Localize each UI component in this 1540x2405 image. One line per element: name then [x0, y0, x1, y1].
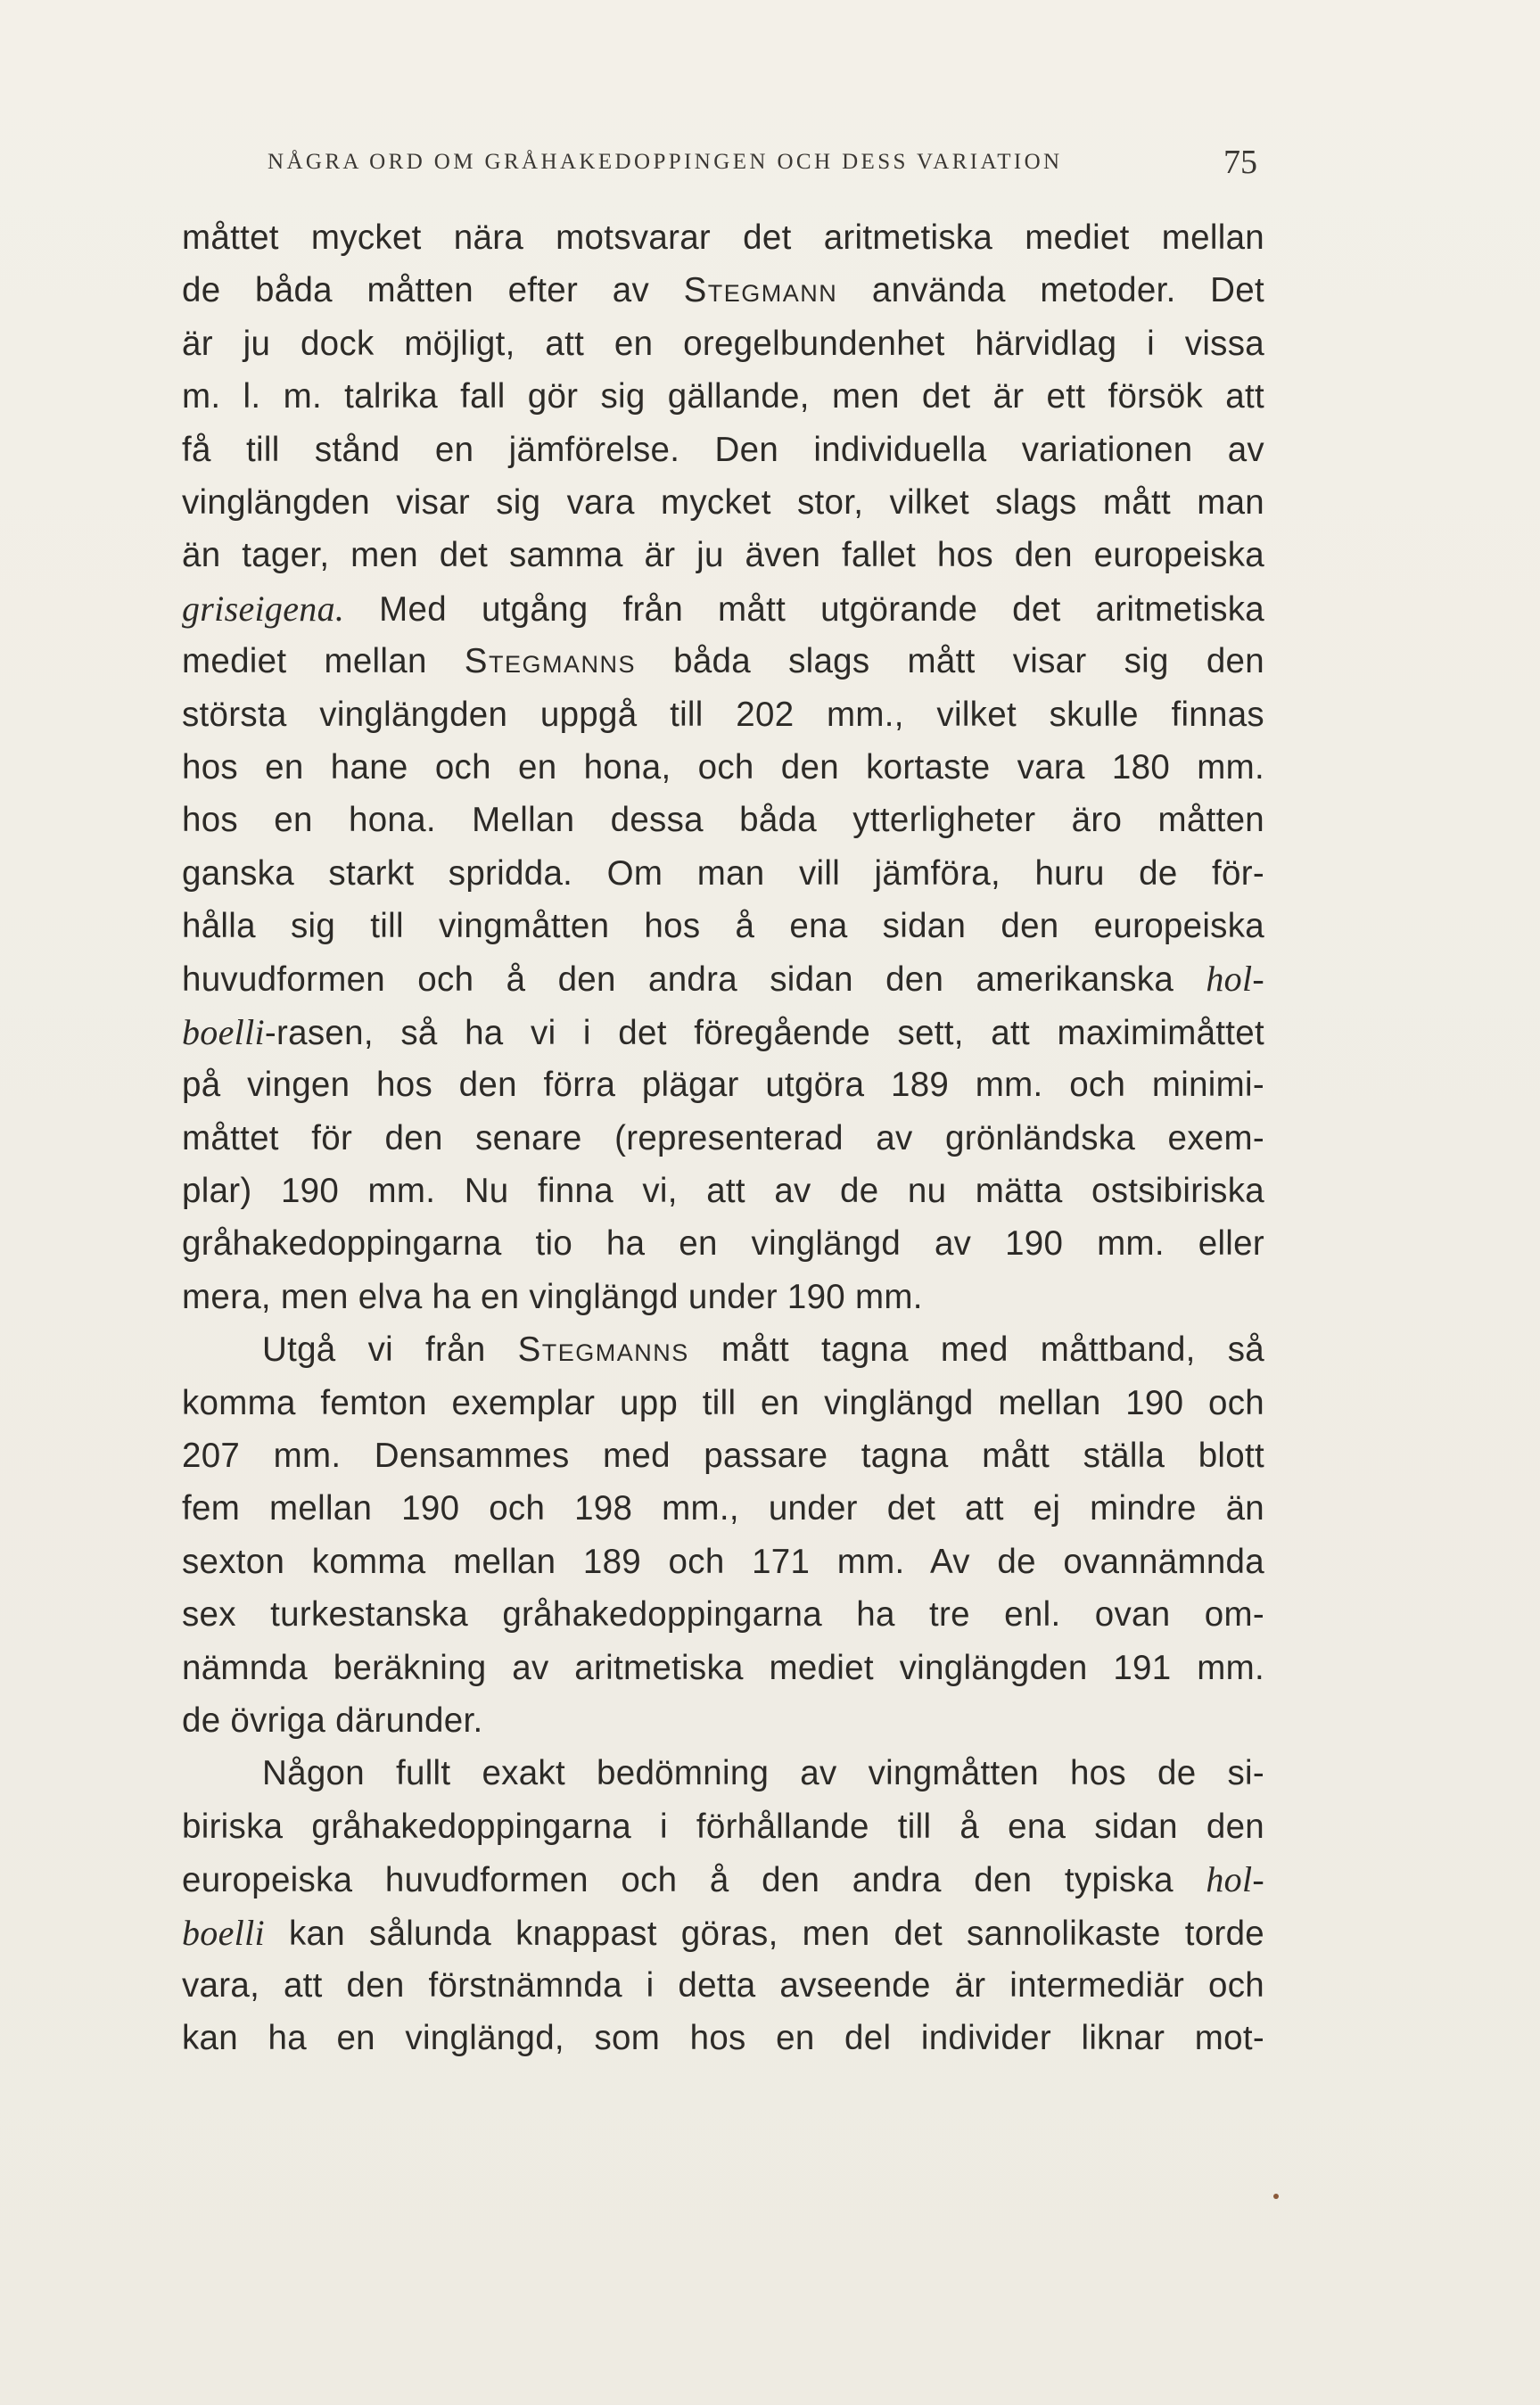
text-line: 207 mm. Densammes med passare tagna mått ställa blott	[182, 1436, 1264, 1475]
text-line: sex turkestanska gråhakedoppingarna ha tre enl. ovan om-	[182, 1595, 1264, 1635]
text-line: plar) 190 mm. Nu finna vi, att av de nu mätta ostsibiriska	[182, 1172, 1264, 1211]
text-line	[182, 952, 1264, 1005]
running-title: NÅGRA ORD OM GRÅHAKEDOPPINGEN OCH DESS VARIATION	[268, 150, 1063, 174]
body-text	[182, 211, 1264, 2065]
text-run: kan sålunda knappast göras, men det sannolikaste torde	[264, 1914, 1264, 1953]
author-name: Stegmanns	[517, 1330, 689, 1370]
text-line: sexton komma mellan 189 och 171 mm. Av de ovannämnda	[182, 1542, 1264, 1581]
text-run: mått tagna med måttband, så	[688, 1330, 1264, 1370]
text-line: komma femton exemplar upp till en vinglängd mellan 190 och	[182, 1383, 1264, 1422]
species-name: hol-	[1206, 959, 1264, 1000]
text-line	[182, 1006, 1264, 1058]
text-line: de övriga därunder.	[182, 1701, 483, 1740]
text-line: ganska starkt spridda. Om man vill jämföra, huru de för-	[182, 853, 1264, 893]
text-line: m. l. m. talrika fall gör sig gällande, men det är ett försök att	[182, 377, 1264, 416]
text-line: fem mellan 190 och 198 mm., under det att ej mindre än	[182, 1489, 1264, 1528]
text-line: är ju dock möjligt, att en oregelbundenhet härvidlag i vissa	[182, 324, 1264, 363]
species-name: boelli	[182, 1912, 265, 1953]
text-line: mera, men elva ha en vinglängd under 190 mm.	[182, 1277, 923, 1316]
text-run: mediet mellan	[182, 642, 465, 681]
text-line: biriska gråhakedoppingarna i förhållande till å ena sidan den	[182, 1807, 1264, 1846]
text-run: Med utgång från mått utgörande det aritmetiska	[344, 589, 1264, 629]
text-run: europeiska huvudformen och å den andra den typiska	[182, 1861, 1206, 1900]
text-line	[182, 1853, 1264, 1906]
text-line: vinglängden visar sig vara mycket stor, vilket slags mått man	[182, 482, 1264, 522]
author-name: Stegmanns	[464, 642, 636, 681]
text-line: vara, att den förstnämnda i detta avseende är intermediär och	[182, 1965, 1264, 2005]
paper-speck	[1273, 2194, 1279, 2199]
species-name: griseigena.	[182, 588, 345, 629]
text-line	[182, 1323, 1264, 1376]
text-line	[182, 1907, 1264, 1959]
text-line: få till stånd en jämförelse. Den individuella variationen av	[182, 430, 1264, 469]
text-run: båda slags mått visar sig den	[636, 642, 1264, 681]
species-name: boelli	[182, 1011, 265, 1052]
text-line: hos en hona. Mellan dessa båda ytterligheter äro måtten	[182, 801, 1264, 840]
text-run: huvudformen och å den andra sidan den amerikanska	[182, 960, 1206, 1000]
author-name: Stegmann	[683, 271, 838, 310]
text-line: på vingen hos den förra plägar utgöra 189 mm. och minimi-	[182, 1066, 1264, 1105]
text-line	[182, 264, 1264, 317]
text-run: Utgå vi från	[262, 1330, 518, 1370]
text-run: -rasen, så ha vi i det föregående sett, att maximimåttet	[264, 1013, 1264, 1052]
text-line: hos en hane och en hona, och den kortaste vara 180 mm.	[182, 747, 1264, 787]
running-head	[268, 143, 1257, 187]
text-run: använda metoder. Det	[837, 271, 1264, 310]
page-number: 75	[1223, 144, 1257, 181]
text-line: måttet för den senare (representerad av grönländska exem-	[182, 1118, 1264, 1157]
species-name: hol-	[1206, 1859, 1264, 1900]
text-line: gråhakedoppingarna tio ha en vinglängd av 190 mm. eller	[182, 1224, 1264, 1264]
text-line	[182, 635, 1264, 688]
text-line: än tager, men det samma är ju även fallet hos den europeiska	[182, 536, 1264, 575]
text-line	[182, 582, 1264, 635]
text-line: nämnda beräkning av aritmetiska mediet vinglängden 191 mm.	[182, 1648, 1264, 1687]
text-run: de båda måtten efter av	[182, 271, 684, 310]
text-line: största vinglängden uppgå till 202 mm., vilket skulle finnas	[182, 695, 1264, 734]
text-line: måttet mycket nära motsvarar det aritmetiska mediet mellan	[182, 218, 1264, 257]
text-line: Någon fullt exakt bedömning av vingmåtten hos de si-	[262, 1754, 1264, 1793]
text-line: kan ha en vinglängd, som hos en del individer liknar mot-	[182, 2019, 1264, 2058]
text-line: hålla sig till vingmåtten hos å ena sidan den europeiska	[182, 907, 1264, 946]
